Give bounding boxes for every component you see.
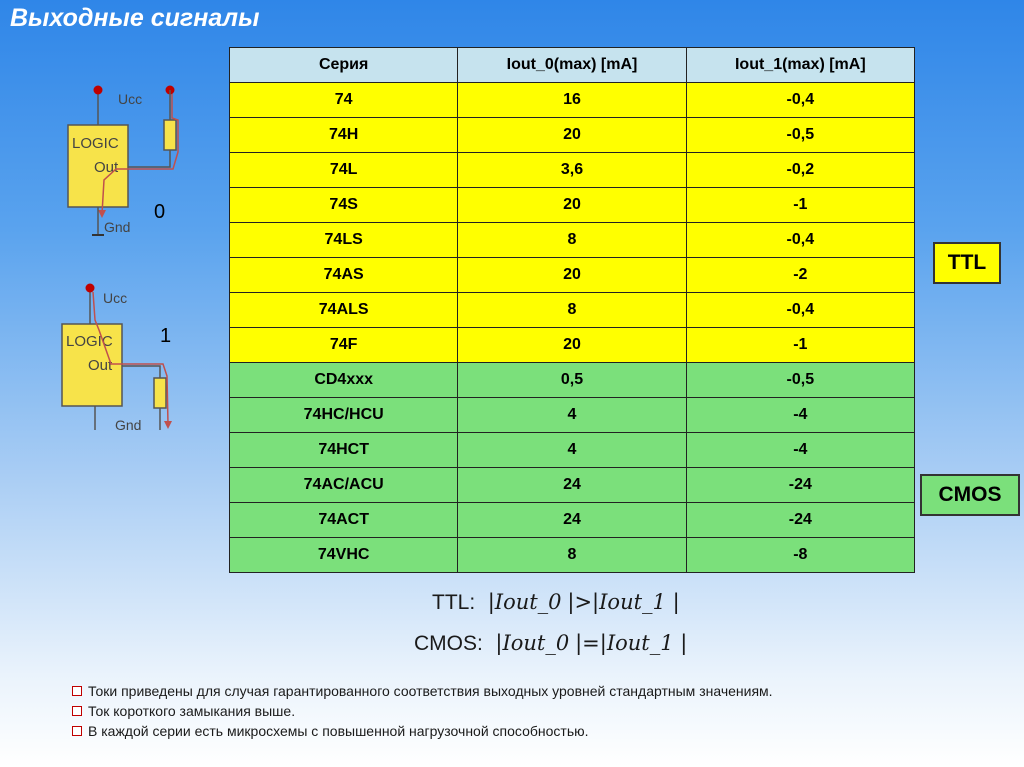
column-header-iout1: Iout_1(max) [mA] — [686, 48, 914, 83]
load-wire-bottom — [128, 150, 170, 167]
iout1-cell: -8 — [686, 538, 914, 573]
series-cell: 74 — [230, 83, 458, 118]
formula-left-term: Iout_0 — [494, 590, 562, 614]
out-label: Out — [88, 357, 113, 374]
output-state-0: 0 — [154, 201, 166, 223]
iout1-cell: -24 — [686, 503, 914, 538]
table-row — [230, 398, 915, 433]
circuit-diagram-output-low — [60, 80, 200, 250]
load-resistor-icon — [164, 120, 176, 150]
series-cell: 74AC/ACU — [230, 468, 458, 503]
table-row — [230, 538, 915, 573]
table-row — [230, 118, 915, 153]
checkbox-bullet-icon — [72, 706, 82, 716]
circuit-diagram-output-high — [55, 280, 195, 450]
formula-prefix: CMOS: — [414, 632, 483, 655]
table-row — [230, 293, 915, 328]
series-cell: 74VHC — [230, 538, 458, 573]
iout0-cell: 8 — [458, 223, 686, 258]
table-row — [230, 433, 915, 468]
series-cell: 74ACT — [230, 503, 458, 538]
vcc-label: Ucc — [103, 290, 128, 306]
iout1-cell: -4 — [686, 398, 914, 433]
note-item — [72, 681, 773, 701]
iout0-cell: 16 — [458, 83, 686, 118]
output-state-1: 1 — [160, 325, 172, 347]
checkbox-bullet-icon — [72, 726, 82, 736]
logic-label: LOGIC — [66, 333, 113, 350]
iout0-cell: 0,5 — [458, 363, 686, 398]
iout0-cell: 4 — [458, 398, 686, 433]
output-wire — [122, 366, 160, 378]
ttl-badge: TTL — [933, 242, 1001, 284]
formula-operator: |=| — [575, 631, 607, 655]
logic-label: LOGIC — [72, 135, 119, 152]
gnd-label: Gnd — [104, 219, 131, 235]
output-current-table — [229, 47, 915, 573]
slide-title: Выходные сигналы — [10, 4, 260, 32]
iout1-cell: -4 — [686, 433, 914, 468]
series-cell: 74ALS — [230, 293, 458, 328]
iout0-cell: 24 — [458, 503, 686, 538]
note-text: В каждой серии есть микросхемы с повышенной нагрузочной способностью. — [88, 723, 589, 739]
table-row — [230, 363, 915, 398]
iout0-cell: 8 — [458, 538, 686, 573]
iout0-cell: 20 — [458, 328, 686, 363]
formula-right-term: Iout_1 — [599, 590, 666, 614]
formula-right-term: Iout_1 — [606, 631, 674, 655]
iout0-cell: 20 — [458, 188, 686, 223]
iout0-cell: 24 — [458, 468, 686, 503]
note-item — [72, 701, 773, 721]
formula-prefix: TTL: — [432, 591, 476, 614]
cmos-badge: CMOS — [920, 474, 1020, 516]
series-cell: 74F — [230, 328, 458, 363]
iout1-cell: -0,5 — [686, 363, 914, 398]
iout1-cell: -0,4 — [686, 83, 914, 118]
cmos-formula: CMOS: |Iout_0 |=|Iout_1 | — [414, 631, 688, 655]
iout0-cell: 8 — [458, 293, 686, 328]
column-header-iout0: Iout_0(max) [mA] — [458, 48, 686, 83]
table-body — [230, 83, 915, 573]
current-arrowhead-icon — [164, 421, 172, 429]
iout0-cell: 20 — [458, 258, 686, 293]
iout0-cell: 20 — [458, 118, 686, 153]
series-cell: 74HCT — [230, 433, 458, 468]
table-row — [230, 153, 915, 188]
note-text: Ток короткого замыкания выше. — [88, 703, 296, 719]
out-label: Out — [94, 159, 119, 176]
iout1-cell: -1 — [686, 328, 914, 363]
iout1-cell: -2 — [686, 258, 914, 293]
gnd-label: Gnd — [115, 417, 142, 433]
iout1-cell: -0,4 — [686, 293, 914, 328]
series-cell: 74LS — [230, 223, 458, 258]
note-text: Токи приведены для случая гарантированного соответствия выходных уровней стандартным значениям. — [88, 683, 773, 699]
table-row — [230, 83, 915, 118]
notes-list — [72, 681, 773, 741]
table-row — [230, 188, 915, 223]
series-cell: 74S — [230, 188, 458, 223]
formula-operator: |>| — [567, 590, 600, 614]
iout1-cell: -24 — [686, 468, 914, 503]
table-row — [230, 258, 915, 293]
current-arrowhead-icon — [98, 210, 106, 218]
table-header-row — [230, 48, 915, 83]
series-cell: 74L — [230, 153, 458, 188]
table-row — [230, 328, 915, 363]
note-item — [72, 721, 773, 741]
vcc-terminal-icon — [86, 284, 95, 293]
series-cell: 74HC/HCU — [230, 398, 458, 433]
table-row — [230, 503, 915, 538]
column-header-series: Серия — [230, 48, 458, 83]
iout1-cell: -0,2 — [686, 153, 914, 188]
series-cell: 74H — [230, 118, 458, 153]
checkbox-bullet-icon — [72, 686, 82, 696]
formula-left-term: Iout_0 — [502, 631, 570, 655]
iout0-cell: 3,6 — [458, 153, 686, 188]
iout0-cell: 4 — [458, 433, 686, 468]
table-row — [230, 468, 915, 503]
iout1-cell: -1 — [686, 188, 914, 223]
ttl-formula: TTL: |Iout_0 |>|Iout_1 | — [432, 590, 680, 614]
vcc-terminal-icon — [94, 86, 103, 95]
table-row — [230, 223, 915, 258]
vcc-label: Ucc — [118, 91, 143, 107]
series-cell: CD4xxx — [230, 363, 458, 398]
load-resistor-icon — [154, 378, 166, 408]
series-cell: 74AS — [230, 258, 458, 293]
iout1-cell: -0,4 — [686, 223, 914, 258]
iout1-cell: -0,5 — [686, 118, 914, 153]
